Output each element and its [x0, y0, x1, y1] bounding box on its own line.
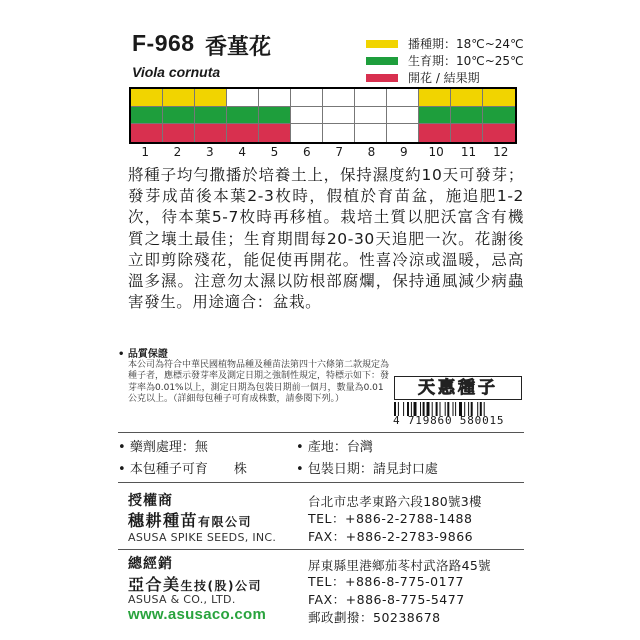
calendar-cell [291, 89, 323, 107]
licensor-fax: FAX：+886-2-2783-9866 [308, 529, 474, 544]
month-label: 12 [493, 145, 509, 159]
origin-text: 產地：台灣 [307, 440, 373, 455]
latin-name: Viola cornuta [132, 64, 221, 80]
month-label: 8 [367, 145, 376, 159]
month-label: 2 [173, 145, 182, 159]
calendar-cell [163, 107, 195, 125]
distributor-company-suffix: 生技(股)公司 [180, 579, 262, 593]
growing-swatch [366, 57, 398, 65]
licensor-company [128, 508, 252, 531]
calendar-cell [259, 107, 291, 125]
distributor-contact [308, 573, 465, 627]
month-label: 3 [206, 145, 214, 159]
calendar-cell [355, 89, 387, 107]
licensor-address: 台北市忠孝東路六段180號3樓 [308, 494, 482, 509]
calendar-cell [131, 124, 163, 142]
calendar-cell [259, 89, 291, 107]
month-label: 7 [335, 145, 343, 159]
legend-sowing-label: 播種期：18℃~24℃ [408, 36, 524, 51]
distributor-company-name: 亞合美 [128, 575, 181, 594]
month-axis [129, 145, 517, 159]
month-label: 4 [238, 145, 246, 159]
distributor-company-en: ASUSA & CO., LTD. [128, 593, 236, 606]
product-name: 香堇花 [205, 35, 272, 60]
month-label: 9 [400, 145, 408, 159]
calendar-cell [131, 107, 163, 125]
calendar-cell [419, 89, 451, 107]
licensor-company-name: 穗耕種苗 [128, 511, 199, 530]
legend-flowering-label: 開花 / 結果期 [408, 70, 480, 85]
calendar-cell [483, 107, 515, 125]
calendar-cell [323, 89, 355, 107]
calendar-cell [259, 124, 291, 142]
legend-growing [366, 52, 524, 69]
licensor-tel: TEL：+886-2-2788-1488 [308, 511, 473, 526]
calendar-cell [387, 89, 419, 107]
calendar-cell [323, 107, 355, 125]
calendar-cell [323, 124, 355, 142]
treatment-info: • 藥劑處理：無 [118, 440, 208, 455]
calendar-cell [451, 124, 483, 142]
distributor-fax: FAX：+886-8-775-5477 [308, 592, 465, 607]
calendar-cell [163, 89, 195, 107]
calendar-cell [355, 124, 387, 142]
plants-text: 本包種子可育 株 [129, 462, 247, 477]
divider [118, 549, 524, 550]
plants-info: • 本包種子可育 株 [118, 462, 247, 477]
month-label: 11 [460, 145, 477, 159]
licensor-contact [308, 510, 473, 546]
distributor-postal: 郵政劃撥：50238678 [308, 610, 441, 625]
calendar-cell [451, 89, 483, 107]
calendar-cell [227, 107, 259, 125]
licensor-label: 授權商 [128, 493, 173, 509]
pack-date-info: • 包裝日期：請見封口處 [296, 462, 438, 477]
distributor-tel: TEL：+886-8-775-0177 [308, 574, 464, 589]
website-link[interactable]: www.asusaco.com [128, 606, 267, 623]
barcode-number: 4 719860 580015 [393, 414, 505, 427]
calendar-cell [227, 89, 259, 107]
calendar-cell [419, 107, 451, 125]
quality-text: 本公司為符合中華民國植物品種及種苗法第四十六條第二款規定為種子者，應標示發芽率及測定日期之強制性規定，特標示如下：發芽率為0.01%以上，測定日期為包裝日期前一個月，數量為0.01公克以上。（詳細每包種子可育成株數，請參閱下列。） [128, 360, 390, 405]
divider [118, 432, 524, 433]
calendar-cell [483, 89, 515, 107]
calendar-cell [387, 124, 419, 142]
calendar-legend [366, 35, 524, 86]
calendar-cell [195, 124, 227, 142]
calendar-cell [483, 124, 515, 142]
month-label: 6 [303, 145, 311, 159]
legend-sowing [366, 35, 524, 52]
licensor-company-en: ASUSA SPIKE SEEDS, INC. [128, 531, 277, 544]
calendar-cell [355, 107, 387, 125]
legend-growing-label: 生育期：10℃~25℃ [408, 53, 524, 68]
planting-calendar [129, 87, 517, 144]
calendar-cell [227, 124, 259, 142]
calendar-cell [163, 124, 195, 142]
quality-title: • 品質保證 [118, 349, 168, 360]
month-label: 10 [428, 145, 444, 159]
divider [118, 482, 524, 483]
licensor-company-suffix: 有限公司 [198, 515, 253, 529]
brand-logo: 天惠種子 [394, 376, 522, 400]
distributor-company [128, 572, 262, 595]
treatment-text: 藥劑處理：無 [129, 440, 208, 455]
calendar-cell [195, 89, 227, 107]
growing-instructions: 將種子均勻撒播於培養土上，保持濕度約10天可發芽；發芽成苗後本葉2-3枚時，假植於育苗盆，施追肥1-2次，待本葉5-7枚時再移植。栽培土質以肥沃富含有機質之壤土最佳；生育期間每20-30天追肥一次。花謝後立即剪除殘花，能促使再開花。性喜冷涼或溫暖，忌高溫多濕。注意勿太濕以防根部腐爛，保持通風減少病蟲害發生。用途適合：盆栽。 [128, 166, 524, 312]
product-code: F-968 [132, 30, 195, 56]
calendar-cell [131, 89, 163, 107]
quality-title-text: 品質保證 [127, 349, 168, 360]
calendar-cell [195, 107, 227, 125]
distributor-address: 屏東縣里港鄉茄苳村武洛路45號 [308, 558, 491, 573]
calendar-cell [291, 124, 323, 142]
month-label: 5 [270, 145, 279, 159]
legend-flowering [366, 69, 524, 86]
flowering-swatch [366, 74, 398, 82]
calendar-cell [419, 124, 451, 142]
pack-date-text: 包裝日期：請見封口處 [307, 462, 438, 477]
origin-info: • 產地：台灣 [296, 440, 373, 455]
month-label: 1 [141, 145, 149, 159]
distributor-label: 總經銷 [128, 556, 173, 572]
sowing-swatch [366, 40, 398, 48]
calendar-cell [291, 107, 323, 125]
calendar-cell [387, 107, 419, 125]
calendar-cell [451, 107, 483, 125]
